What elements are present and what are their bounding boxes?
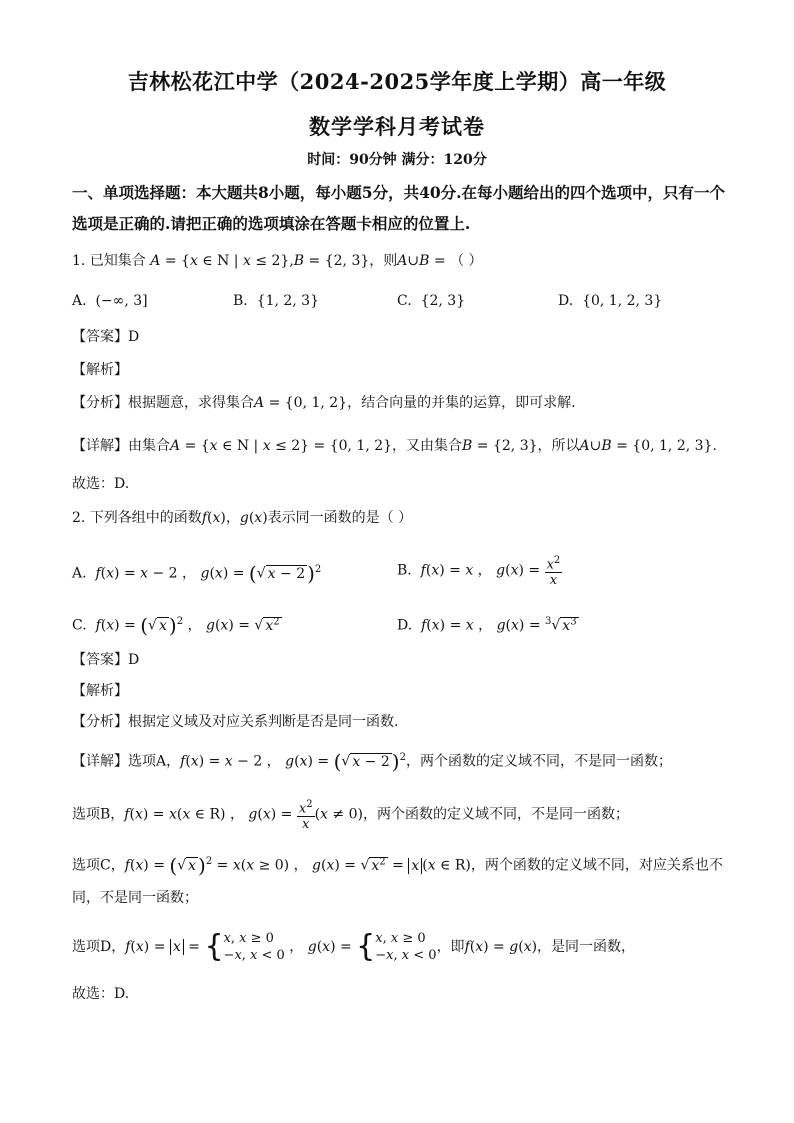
- q2-detail-c-cont: 同，不是同一函数；: [72, 890, 198, 906]
- q2-option-a: A. f(x) = x − 2 ， g(x) = (√ x − 2 )$^2$: [72, 561, 322, 586]
- q2-detail-b: 选项B，f(x) = x(x ∈ R) ， g(x) = $\frac{x^2}{x}$ (x ≠ 0)，两个函数的定义域不同，不是同一函数；: [72, 799, 629, 833]
- q1-fenxi: 【分析】根据题意，求得集合A = {0, 1, 2}，结合向量的并集的运算，即可求解.: [72, 395, 576, 411]
- q1-stem: 1. 已知集合 A = {x ∈ N | x ≤ 2},B = {2, 3}，则A∪B = （ ）: [72, 253, 483, 269]
- q1-option-a: A. (−∞, 3]: [72, 293, 148, 309]
- q1-option-b: B. {1, 2, 3}: [233, 293, 319, 309]
- exam-title: 吉林松花江中学（2024-2025学年度上学期）高一年级: [127, 69, 667, 94]
- q2-detail-a: 【详解】选项A，f(x) = x − 2 ， g(x) = (√ x − 2 )$^2$，两个函数的定义域不同，不是同一函数；: [72, 749, 672, 774]
- q1-answer: 【答案】D: [72, 329, 140, 345]
- q2-answer: 【答案】D: [72, 652, 140, 668]
- q2-option-d: D. f(x) = x ， g(x) = $^3$√ $x^3$: [397, 616, 577, 634]
- q2-detail-d: 选项D，f(x) = x = {x, x ≥ 0 −x, x < 0 ， g(x) = {x, x ≥ 0 −x, x < 0，即f(x) = g(x)，是同一函数，: [72, 929, 636, 964]
- q1-option-d: D. {0, 1, 2, 3}: [558, 293, 663, 309]
- section-heading: 一、单项选择题：本大题共8小题，每小题5分，共40分.在每小题给出的四个选项中，只有一个选项是正确的.请把正确的选项填涂在答题卡相应的位置上.: [72, 183, 726, 233]
- q1-choose: 故选：D.: [72, 476, 130, 492]
- q1-xiangjie: 【详解】由集合A = {x ∈ N | x ≤ 2} = {0, 1, 2}，又由集合B = {2, 3}，所以A∪B = {0, 1, 2, 3}.: [72, 438, 717, 454]
- q2-choose: 故选：D.: [72, 986, 130, 1002]
- q1-set-a-formula: A: [150, 253, 161, 269]
- exam-meta: 时间：90分钟 满分：120分: [307, 152, 487, 168]
- q2-detail-c: 选项C，f(x) = (√ x )$^2$ = x(x ≥ 0) ， g(x) = √ $x^2 = x$ (x ∈ R)，两个函数的定义域不同，对应关系也不: [72, 853, 723, 878]
- q2-option-b: B. f(x) = x ， g(x) = $\frac{x^2}{x}$: [397, 555, 561, 589]
- q2-option-c: C. f(x) = (√ x )$^2$ ， g(x) = √ $x^2$: [72, 613, 280, 638]
- q1-analysis-title: 【解析】: [72, 362, 128, 378]
- q1-option-c: C. {2, 3}: [397, 293, 466, 309]
- q2-stem: 2. 下列各组中的函数f(x)，g(x)表示同一函数的是（ ）: [72, 510, 413, 526]
- exam-subject: 数学学科月考试卷: [309, 114, 485, 139]
- q2-analysis-title: 【解析】: [72, 683, 128, 699]
- q2-fenxi: 【分析】根据定义域及对应关系判断是否是同一函数.: [72, 714, 399, 730]
